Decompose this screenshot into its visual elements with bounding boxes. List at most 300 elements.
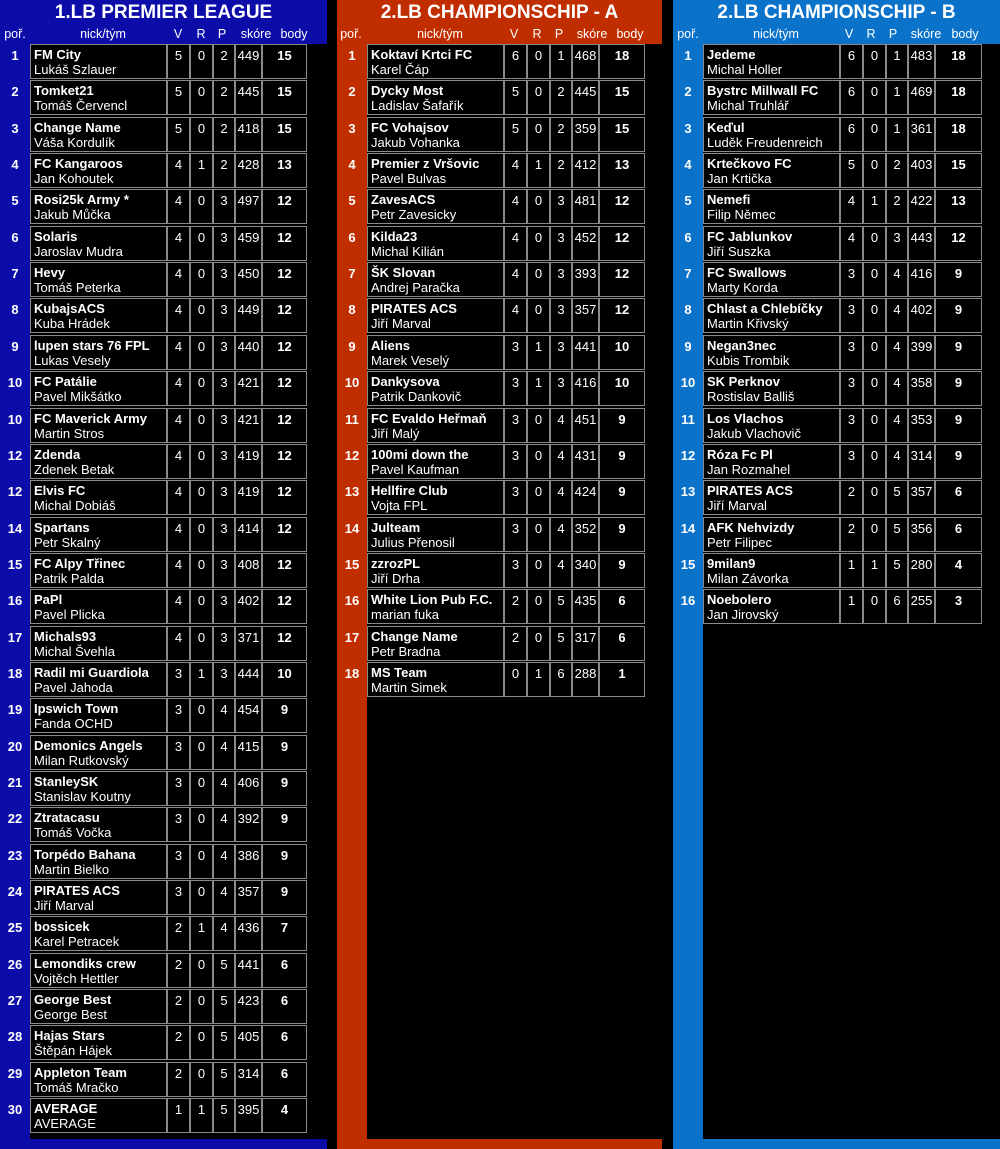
manager-name: Tomáš Mračko: [34, 1079, 119, 1095]
team-name: FC Maverick Army: [34, 410, 147, 426]
draws-cell: 1: [527, 662, 550, 697]
draws-cell: 1: [527, 335, 550, 370]
points-cell: 12: [262, 480, 307, 515]
manager-name: Julius Přenosil: [371, 534, 455, 550]
team-cell: [30, 1098, 167, 1133]
score-cell: 317: [572, 626, 599, 661]
champ-b-header-row: [673, 26, 1000, 42]
wins-cell: 4: [167, 298, 190, 333]
draws-cell: 0: [190, 226, 213, 261]
team-cell: [30, 553, 167, 588]
header-points: body: [951, 27, 979, 41]
team-name: FC Patálie: [34, 374, 97, 390]
losses-cell: 5: [550, 626, 572, 661]
table-row: [673, 517, 1000, 553]
wins-cell: 3: [167, 662, 190, 697]
points-cell: 15: [262, 117, 307, 152]
wins-cell: 4: [504, 226, 527, 261]
points-cell: 9: [935, 444, 982, 479]
points-cell: 10: [262, 662, 307, 697]
wins-cell: 3: [840, 371, 863, 406]
rank-cell: 12: [7, 484, 23, 500]
team-cell: [30, 989, 167, 1024]
team-cell: [367, 117, 504, 152]
points-cell: 12: [262, 444, 307, 479]
manager-name: Jiří Suszka: [707, 243, 771, 259]
score-cell: 451: [572, 408, 599, 443]
rank-cell: 16: [680, 593, 696, 609]
team-cell: [30, 662, 167, 697]
table-row: [0, 226, 327, 262]
manager-name: George Best: [34, 1007, 107, 1023]
points-cell: 9: [262, 771, 307, 806]
wins-cell: 3: [167, 844, 190, 879]
rank-cell: 14: [680, 520, 696, 536]
losses-cell: 5: [886, 553, 908, 588]
points-cell: 6: [599, 589, 645, 624]
draws-cell: 0: [863, 80, 886, 115]
rank-cell: 22: [7, 811, 23, 827]
team-name: Ipswich Town: [34, 701, 119, 717]
table-row: [673, 335, 1000, 371]
wins-cell: 3: [840, 408, 863, 443]
score-cell: 314: [908, 444, 935, 479]
table-row: [0, 408, 327, 444]
manager-name: Tomáš Červencl: [34, 98, 128, 114]
points-cell: 12: [599, 189, 645, 224]
team-cell: [30, 517, 167, 552]
team-name: Bystrc Millwall FC: [707, 83, 819, 99]
table-row: [673, 189, 1000, 225]
manager-name: Patrik Dankovič: [371, 389, 462, 405]
wins-cell: 3: [840, 444, 863, 479]
wins-cell: 4: [167, 335, 190, 370]
losses-cell: 5: [886, 517, 908, 552]
manager-name: Jan Krtička: [707, 171, 772, 187]
header-r: R: [532, 27, 542, 41]
draws-cell: 0: [190, 626, 213, 661]
losses-cell: 4: [886, 371, 908, 406]
rank-cell: 10: [7, 375, 23, 391]
rank-cell: 30: [7, 1102, 23, 1118]
score-cell: 443: [908, 226, 935, 261]
table-row: [0, 44, 327, 80]
team-name: FC Evaldo Heřmaň: [371, 410, 487, 426]
wins-cell: 3: [504, 335, 527, 370]
losses-cell: 3: [213, 444, 235, 479]
wins-cell: 5: [167, 44, 190, 79]
draws-cell: 1: [190, 153, 213, 188]
manager-name: Lukas Vesely: [34, 352, 111, 368]
score-cell: 353: [908, 408, 935, 443]
table-row: [0, 698, 327, 734]
team-cell: [367, 408, 504, 443]
losses-cell: 2: [550, 80, 572, 115]
rank-cell: 5: [684, 193, 692, 209]
score-cell: 361: [908, 117, 935, 152]
rank-cell: 17: [344, 629, 360, 645]
manager-name: Michal Holler: [707, 62, 783, 77]
draws-cell: 0: [190, 480, 213, 515]
points-cell: 12: [262, 408, 307, 443]
wins-cell: 3: [840, 262, 863, 297]
team-name: Radil mi Guardiola: [34, 664, 149, 680]
team-name: PIRATES ACS: [34, 883, 120, 899]
score-cell: 452: [572, 226, 599, 261]
draws-cell: 0: [190, 844, 213, 879]
draws-cell: 0: [527, 189, 550, 224]
table-row: [673, 80, 1000, 116]
wins-cell: 6: [840, 80, 863, 115]
team-cell: [367, 226, 504, 261]
score-cell: 440: [235, 335, 262, 370]
score-cell: 454: [235, 698, 262, 733]
table-row: [337, 662, 662, 698]
team-name: Los Vlachos: [707, 410, 784, 426]
header-score: skóre: [240, 27, 272, 41]
rank-cell: 2: [11, 84, 19, 100]
table-row: [0, 953, 327, 989]
draws-cell: 0: [863, 408, 886, 443]
points-cell: 18: [599, 44, 645, 79]
points-cell: 6: [935, 517, 982, 552]
manager-name: Karel Čáp: [371, 62, 429, 77]
table-row: [0, 444, 327, 480]
manager-name: Jaroslav Mudra: [34, 243, 123, 259]
draws-cell: 0: [190, 953, 213, 988]
rank-cell: 1: [11, 48, 19, 63]
wins-cell: 4: [504, 153, 527, 188]
wins-cell: 3: [504, 480, 527, 515]
manager-name: Fanda OCHD: [34, 716, 113, 732]
team-cell: [703, 44, 840, 79]
rank-cell: 9: [348, 338, 356, 354]
wins-cell: 6: [504, 44, 527, 79]
table-row: [673, 589, 1000, 625]
losses-cell: 1: [886, 44, 908, 79]
losses-cell: 4: [213, 735, 235, 770]
points-cell: 12: [262, 589, 307, 624]
points-cell: 13: [599, 153, 645, 188]
team-cell: [703, 189, 840, 224]
score-cell: 441: [572, 335, 599, 370]
points-cell: 10: [599, 371, 645, 406]
manager-name: Martin Křivský: [707, 316, 789, 332]
team-name: FC Vohajsov: [371, 119, 449, 135]
team-cell: [30, 626, 167, 661]
draws-cell: 0: [190, 298, 213, 333]
score-cell: 255: [908, 589, 935, 624]
losses-cell: 4: [886, 444, 908, 479]
team-cell: [703, 444, 840, 479]
manager-name: Štěpán Hájek: [34, 1043, 113, 1059]
team-name: Chlast a Chlebíčky: [707, 301, 823, 317]
manager-name: Rostislav Balliš: [707, 389, 795, 405]
team-cell: [30, 589, 167, 624]
header-v: V: [509, 27, 519, 41]
rank-cell: 21: [7, 775, 23, 790]
team-cell: [30, 371, 167, 406]
table-row: [673, 553, 1000, 589]
points-cell: 9: [599, 444, 645, 479]
team-cell: [30, 1062, 167, 1097]
score-cell: 393: [572, 262, 599, 297]
team-cell: [367, 298, 504, 333]
draws-cell: 0: [863, 371, 886, 406]
team-name: Solaris: [34, 228, 78, 244]
draws-cell: 0: [863, 226, 886, 261]
wins-cell: 3: [504, 408, 527, 443]
team-name: Michals93: [34, 628, 97, 644]
score-cell: 392: [235, 807, 262, 842]
table-row: [0, 1098, 327, 1134]
team-cell: [703, 153, 840, 188]
rank-cell: 5: [348, 193, 356, 209]
score-cell: 435: [572, 589, 599, 624]
manager-name: Petr Bradna: [371, 643, 441, 659]
draws-cell: 1: [190, 916, 213, 951]
team-name: White Lion Pub F.C.: [371, 592, 493, 608]
rank-cell: 16: [344, 593, 360, 609]
table-row: [337, 371, 662, 407]
team-cell: [30, 262, 167, 297]
wins-cell: 4: [167, 444, 190, 479]
team-cell: [367, 589, 504, 624]
team-cell: [30, 444, 167, 479]
losses-cell: 5: [213, 1025, 235, 1060]
points-cell: 12: [599, 226, 645, 261]
manager-name: Pavel Bulvas: [371, 171, 447, 187]
losses-cell: 2: [550, 117, 572, 152]
manager-name: Michal Dobiáš: [34, 498, 116, 514]
draws-cell: 1: [863, 189, 886, 224]
wins-cell: 3: [167, 735, 190, 770]
team-name: Zdenda: [34, 446, 81, 462]
draws-cell: 0: [190, 698, 213, 733]
rank-cell: 1: [348, 48, 356, 63]
draws-cell: 0: [190, 989, 213, 1024]
table-row: [0, 1025, 327, 1061]
team-cell: [367, 189, 504, 224]
table-row: [0, 80, 327, 116]
losses-cell: 3: [213, 408, 235, 443]
manager-name: Martin Bielko: [34, 861, 110, 877]
losses-cell: 4: [213, 771, 235, 806]
rank-cell: 7: [348, 266, 356, 282]
team-cell: [30, 298, 167, 333]
team-name: Change Name: [371, 628, 458, 644]
points-cell: 9: [935, 408, 982, 443]
score-cell: 386: [235, 844, 262, 879]
draws-cell: 0: [863, 262, 886, 297]
points-cell: 15: [935, 153, 982, 188]
wins-cell: 2: [167, 989, 190, 1024]
premier-title: 1.LB PREMIER LEAGUE: [54, 2, 273, 23]
score-cell: 412: [572, 153, 599, 188]
losses-cell: 3: [213, 553, 235, 588]
losses-cell: 4: [213, 844, 235, 879]
wins-cell: 5: [840, 153, 863, 188]
draws-cell: 0: [190, 771, 213, 806]
score-cell: 371: [235, 626, 262, 661]
team-name: KubajsACS: [34, 301, 105, 317]
rank-cell: 10: [7, 411, 23, 427]
team-cell: [703, 480, 840, 515]
team-name: Rosi25k Army *: [34, 192, 129, 208]
team-name: lupen stars 76 FPL: [34, 337, 150, 353]
wins-cell: 3: [167, 698, 190, 733]
rank-cell: 12: [344, 447, 360, 463]
team-name: ŠK Slovan: [371, 265, 436, 281]
team-name: Change Name: [34, 119, 121, 135]
table-row: [673, 153, 1000, 189]
header-r: R: [196, 27, 206, 41]
points-cell: 9: [262, 735, 307, 770]
score-cell: 314: [235, 1062, 262, 1097]
points-cell: 9: [262, 880, 307, 915]
draws-cell: 0: [527, 44, 550, 79]
team-cell: [703, 408, 840, 443]
rank-cell: 6: [11, 229, 19, 245]
draws-cell: 0: [863, 117, 886, 152]
points-cell: 6: [262, 989, 307, 1024]
team-cell: [703, 371, 840, 406]
team-name: AFK Nehvizdy: [707, 519, 795, 535]
points-cell: 12: [599, 262, 645, 297]
table-row: [0, 298, 327, 334]
rank-cell: 27: [7, 993, 23, 1009]
table-row: [673, 298, 1000, 334]
wins-cell: 4: [167, 408, 190, 443]
wins-cell: 3: [167, 807, 190, 842]
team-cell: [703, 226, 840, 261]
team-cell: [30, 1025, 167, 1060]
losses-cell: 3: [213, 589, 235, 624]
losses-cell: 4: [213, 807, 235, 842]
team-cell: [30, 771, 167, 806]
draws-cell: 0: [190, 444, 213, 479]
score-cell: 406: [235, 771, 262, 806]
points-cell: 12: [262, 335, 307, 370]
score-cell: 424: [572, 480, 599, 515]
table-row: [0, 553, 327, 589]
table-row: [337, 444, 662, 480]
team-name: Aliens: [371, 337, 411, 353]
team-name: Lemondiks crew: [34, 955, 136, 971]
team-cell: [30, 916, 167, 951]
score-cell: 450: [235, 262, 262, 297]
team-cell: [367, 80, 504, 115]
points-cell: 18: [935, 44, 982, 79]
team-cell: [30, 807, 167, 842]
wins-cell: 3: [167, 880, 190, 915]
table-row: [337, 408, 662, 444]
team-cell: [30, 953, 167, 988]
draws-cell: 0: [190, 371, 213, 406]
losses-cell: 4: [213, 880, 235, 915]
table-row: [337, 153, 662, 189]
rank-cell: 18: [344, 665, 360, 681]
rank-cell: 11: [681, 411, 695, 427]
manager-name: Milan Závorka: [707, 570, 789, 586]
team-name: Hellfire Club: [371, 483, 448, 499]
score-cell: 445: [235, 80, 262, 115]
wins-cell: 4: [167, 371, 190, 406]
team-cell: [30, 844, 167, 879]
rank-cell: 15: [680, 556, 696, 572]
header-points: body: [616, 27, 644, 41]
score-cell: 481: [572, 189, 599, 224]
losses-cell: 4: [213, 698, 235, 733]
score-cell: 431: [572, 444, 599, 479]
table-row: [0, 626, 327, 662]
wins-cell: 4: [167, 589, 190, 624]
team-name: Noebolero: [707, 592, 772, 608]
wins-cell: 4: [167, 517, 190, 552]
team-name: Nemefi: [707, 192, 751, 208]
score-cell: 357: [908, 480, 935, 515]
team-cell: [703, 80, 840, 115]
wins-cell: 3: [504, 517, 527, 552]
losses-cell: 5: [213, 989, 235, 1024]
points-cell: 4: [935, 553, 982, 588]
team-cell: [30, 189, 167, 224]
losses-cell: 4: [550, 553, 572, 588]
score-cell: 469: [908, 80, 935, 115]
team-cell: [703, 335, 840, 370]
table-row: [0, 735, 327, 771]
team-name: George Best: [34, 992, 112, 1008]
score-cell: 421: [235, 371, 262, 406]
team-name: AVERAGE: [34, 1101, 98, 1117]
manager-name: Martin Simek: [371, 679, 447, 695]
losses-cell: 2: [213, 44, 235, 79]
draws-cell: 0: [527, 408, 550, 443]
table-row: [0, 844, 327, 880]
team-name: Spartans: [34, 519, 90, 535]
manager-name: Michal Švehla: [34, 643, 115, 659]
wins-cell: 3: [504, 553, 527, 588]
manager-name: Jakub Vohanka: [371, 134, 460, 150]
team-cell: [703, 117, 840, 152]
team-name: PIRATES ACS: [371, 301, 457, 317]
team-name: Dankysova: [371, 374, 440, 390]
manager-name: Petr Filipec: [707, 534, 773, 550]
rank-cell: 26: [7, 956, 23, 972]
score-cell: 399: [908, 335, 935, 370]
score-cell: 459: [235, 226, 262, 261]
rank-cell: 8: [11, 302, 19, 318]
score-cell: 449: [235, 298, 262, 333]
draws-cell: 0: [527, 517, 550, 552]
team-cell: [367, 662, 504, 697]
wins-cell: 2: [167, 1062, 190, 1097]
team-name: ZavesACS: [371, 192, 436, 208]
team-name: Tomket21: [34, 83, 94, 99]
points-cell: 12: [935, 226, 982, 261]
team-name: MS Team: [371, 664, 428, 680]
losses-cell: 5: [213, 1062, 235, 1097]
manager-name: Petr Zavesicky: [371, 207, 457, 223]
points-cell: 9: [262, 807, 307, 842]
draws-cell: 0: [863, 589, 886, 624]
score-cell: 357: [235, 880, 262, 915]
manager-name: Jan Rozmahel: [707, 461, 791, 477]
losses-cell: 2: [550, 153, 572, 188]
losses-cell: 4: [550, 408, 572, 443]
points-cell: 3: [935, 589, 982, 624]
draws-cell: 0: [190, 80, 213, 115]
